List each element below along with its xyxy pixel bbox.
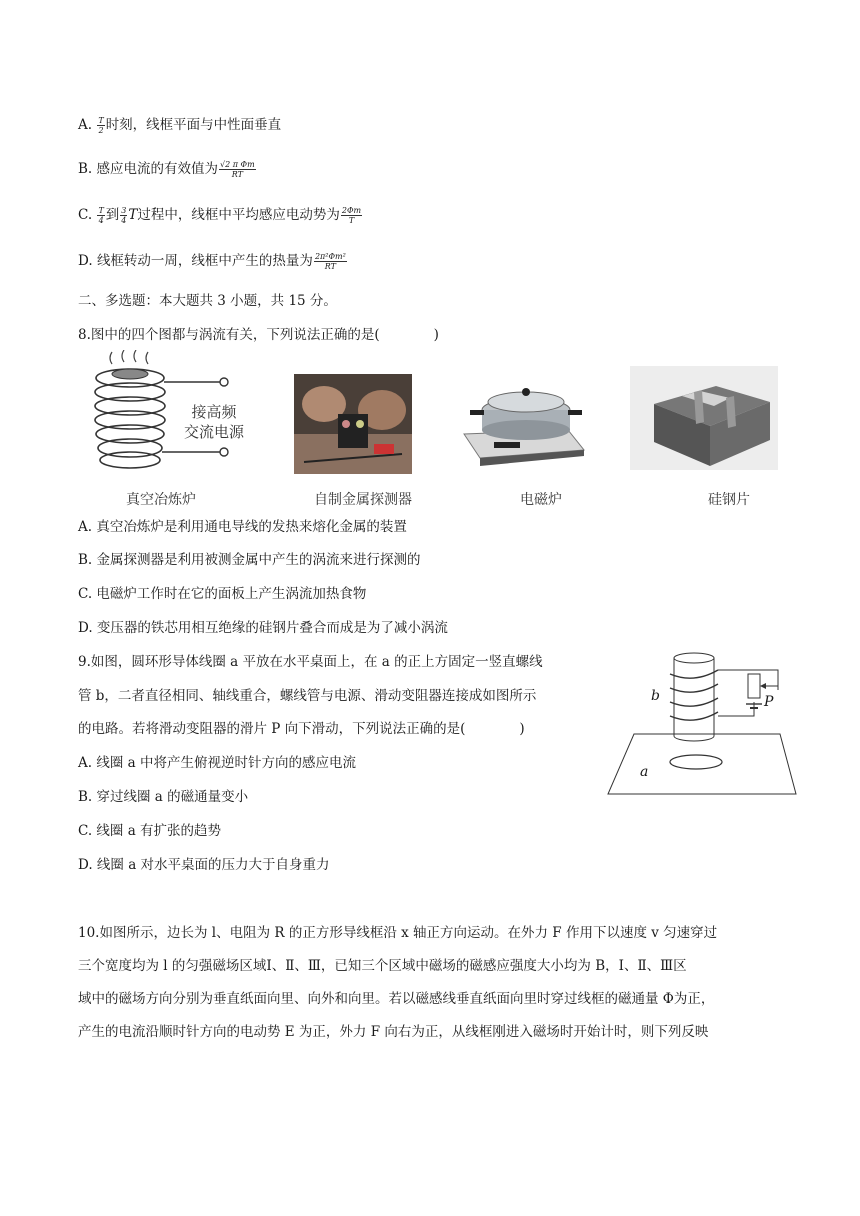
q9-option-d: D. 线圈 a 对水平桌面的压力大于自身重力 bbox=[78, 857, 330, 873]
option-text: 时刻，线框平面与中性面垂直 bbox=[105, 117, 282, 133]
fraction: $\frac{T}{2}$ bbox=[98, 116, 104, 135]
q10-line3: 域中的磁场方向分别为垂直纸面向里、向外和向里。若以磁感线垂直纸面向里时穿过线框的磁通量 Φ为正， bbox=[78, 991, 715, 1007]
q8-option-c: C. 电磁炉工作时在它的面板上产生涡流加热食物 bbox=[78, 586, 367, 602]
option-text: 线框转动一周，线框中产生的热量为 bbox=[96, 253, 313, 269]
q9-stem-line2: 管 b，二者直径相同、轴线重合，螺线管与电源、滑动变阻器连接成如图所示 bbox=[78, 688, 537, 704]
q9-option-a: A. 线圈 a 中将产生俯视逆时针方向的感应电流 bbox=[78, 755, 356, 771]
q9-option-c: C. 线圈 a 有扩张的趋势 bbox=[78, 823, 222, 839]
fraction: $\frac{\text{√2 π Φm}}{RT}$ bbox=[220, 160, 255, 179]
label-b: b bbox=[651, 688, 660, 704]
option-label: C. bbox=[78, 207, 93, 223]
q10-line1: 10.如图所示，边长为 l、电阻为 R 的正方形导线框沿 x 轴正方向运动。在外力 F 作用下以速度 v 匀速穿过 bbox=[78, 925, 718, 941]
option-label: A. bbox=[78, 117, 93, 133]
fraction: $\frac{T}{4}$ bbox=[98, 206, 104, 225]
option-label: D. bbox=[78, 253, 93, 269]
q10-line4: 产生的电流沿顺时针方向的电动势 E 为正，外力 F 向右为正，从线框刚进入磁场时开始计时，则下列反映 bbox=[78, 1024, 709, 1040]
q7-option-a bbox=[78, 116, 281, 135]
section-heading: 二、多选题：本大题共 3 小题，共 15 分。 bbox=[78, 293, 337, 309]
q7-option-b bbox=[78, 160, 257, 179]
silicon-steel-photo bbox=[630, 366, 778, 470]
q8-option-b: B. 金属探测器是利用被测金属中产生的涡流来进行探测的 bbox=[78, 552, 421, 568]
fraction: $\frac{2\Phi m}{T}$ bbox=[341, 206, 362, 225]
solenoid-circuit-figure bbox=[604, 648, 800, 798]
q8-stem: 8.图中的四个图都与涡流有关，下列说法正确的是( ) bbox=[78, 327, 439, 343]
solenoid-circuit-drawing bbox=[604, 648, 800, 798]
q9-stem-line1: 9.如图，圆环形导体线圈 a 平放在水平桌面上，在 a 的正上方固定一竖直螺线 bbox=[78, 654, 543, 670]
option-label: B. bbox=[78, 161, 93, 177]
fraction: $\frac{\text{2π²Φm²}}{RT}$ bbox=[314, 252, 346, 271]
caption-induction-cooker: 电磁炉 bbox=[520, 492, 562, 508]
induction-cooker-drawing bbox=[458, 372, 590, 472]
silicon-steel-image bbox=[630, 366, 778, 470]
metal-detector-image bbox=[294, 374, 412, 474]
q9-stem-line3: 的电路。若将滑动变阻器的滑片 P 向下滑动，下列说法正确的是( ) bbox=[78, 721, 525, 737]
q8-option-a: A. 真空冶炼炉是利用通电导线的发热来熔化金属的装置 bbox=[78, 519, 407, 535]
caption-vacuum-furnace: 真空冶炼炉 bbox=[126, 492, 196, 508]
option-text: 感应电流的有效值为 bbox=[96, 161, 219, 177]
q7-option-c: C. $\frac{T}{4}$ 到 $\frac{3}{4}$ T过程中，线框中平均感应电动势为 $\frac{2\Phi m}{T}$ bbox=[78, 206, 362, 225]
q10-line2: 三个宽度均为 l 的匀强磁场区域Ⅰ、Ⅱ、Ⅲ，已知三个区域中磁场的磁感应强度大小均为 B，Ⅰ、Ⅱ、Ⅲ区 bbox=[78, 958, 687, 974]
label-p: P bbox=[764, 694, 774, 710]
furnace-label: 接高频 交流电源 bbox=[184, 403, 245, 441]
q7-option-d bbox=[78, 252, 348, 271]
caption-silicon-steel: 硅钢片 bbox=[708, 492, 750, 508]
induction-cooker-figure bbox=[458, 372, 590, 472]
q8-option-d: D. 变压器的铁芯用相互绝缘的硅钢片叠合而成是为了减小涡流 bbox=[78, 620, 448, 636]
caption-metal-detector: 自制金属探测器 bbox=[314, 492, 412, 508]
option-text: 过程中，线框中平均感应电动势为 bbox=[137, 207, 340, 223]
metal-detector-photo bbox=[294, 374, 412, 474]
vacuum-furnace-figure bbox=[72, 350, 272, 480]
q9-option-b: B. 穿过线圈 a 的磁通量变小 bbox=[78, 789, 249, 805]
fraction: $\frac{3}{4}$ bbox=[121, 206, 127, 225]
label-a: a bbox=[640, 764, 649, 780]
